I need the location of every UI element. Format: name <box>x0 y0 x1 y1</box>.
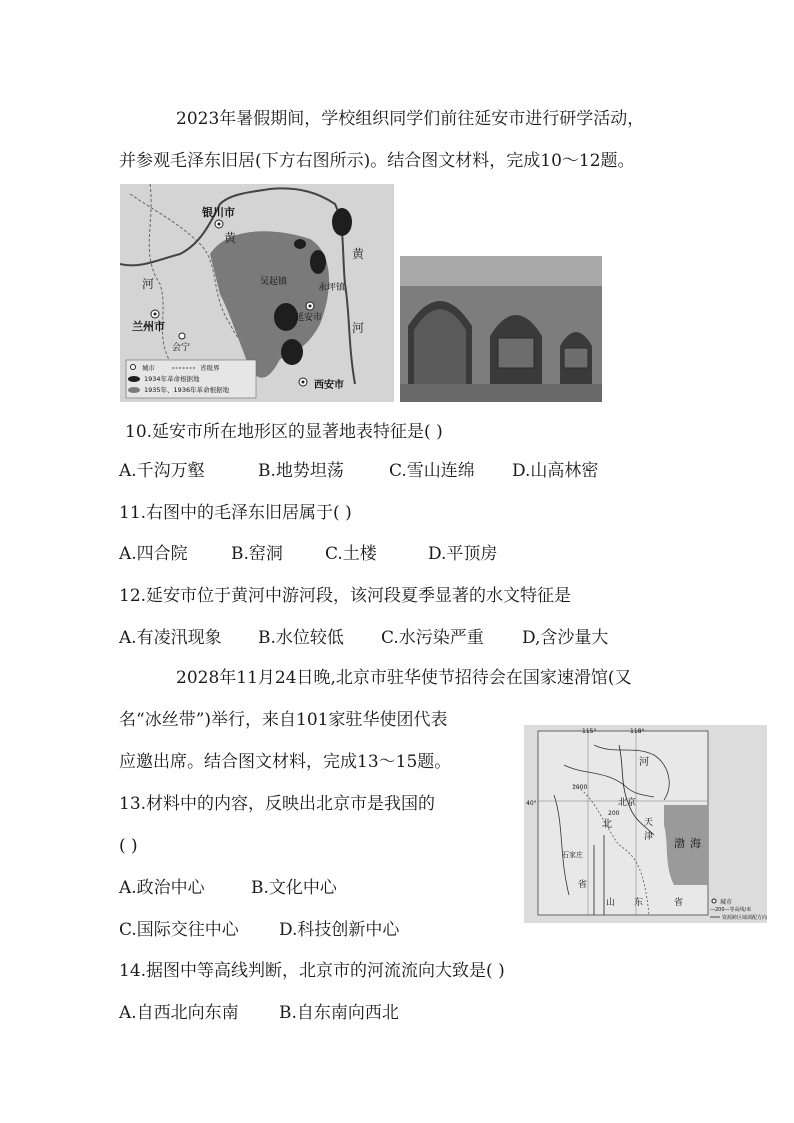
city-huining: 会宁 <box>172 343 191 353</box>
q11-option-d: D.平顶房 <box>428 544 498 564</box>
label-tian: 天 <box>644 818 654 828</box>
legend-1935: 1935年、1936年革命根据地 <box>144 386 230 394</box>
river-char-2: 河 <box>142 277 155 291</box>
label-jin: 津 <box>644 832 654 842</box>
label-bo: 渤 <box>674 837 685 850</box>
q10-option-b: B.地势坦荡 <box>258 461 344 481</box>
q12-option-d: D,含沙量大 <box>522 628 609 648</box>
town-yongping: 永坪镇 <box>318 283 346 293</box>
q13-option-c: C.国际交往中心 <box>119 920 239 940</box>
label-shan: 山 <box>606 898 616 908</box>
river-char-1: 黄 <box>224 231 237 245</box>
q13-option-d: D.科技创新中心 <box>279 920 400 940</box>
q13-option-b: B.文化中心 <box>251 878 337 898</box>
city-lanzhou: 兰州市 <box>132 320 165 333</box>
contour-1000: 1000 <box>572 784 588 791</box>
map2-legend-city: 城市 <box>720 899 733 906</box>
q10-stem: 10.延安市所在地形区的显著地表特征是( ) <box>125 422 443 442</box>
map2-legend-route: 资源跨区域调配方向 <box>722 915 767 921</box>
label-dong: 东 <box>634 898 644 908</box>
q13-stem: 13.材料中的内容，反映出北京市是我国的 <box>119 794 436 814</box>
label-hai: 海 <box>690 837 701 850</box>
label-sheng-shandong: 省 <box>674 898 684 908</box>
q13-option-a: A.政治中心 <box>119 878 205 898</box>
q10-option-c: C.雪山连绵 <box>389 461 475 481</box>
lat-40: 40° <box>526 800 537 807</box>
label-sheng-hebei: 省 <box>578 880 588 890</box>
jingjinji-map <box>524 725 767 923</box>
lon-118: 118° <box>630 728 645 735</box>
q14-option-b: B.自东南向西北 <box>279 1003 399 1023</box>
intro2-line1: 2028年11月24日晚,北京市驻华使节招待会在国家速滑馆(又 <box>176 668 632 688</box>
q14-stem: 14.据图中等高线判断，北京市的河流流向大致是( ) <box>119 961 505 981</box>
lon-115: 115° <box>582 728 597 735</box>
label-beijing: 北京 <box>618 798 637 808</box>
legend-border: 省级界 <box>200 364 220 372</box>
q12-option-a: A.有凌汛现象 <box>119 628 222 648</box>
q11-stem: 11.右图中的毛泽东旧居属于( ) <box>119 503 352 523</box>
legend-1934: 1934年革命根据地 <box>144 375 200 383</box>
label-he: 河 <box>639 757 649 768</box>
q12-option-c: C.水污染严重 <box>381 628 484 648</box>
contour-200: 200 <box>608 810 620 817</box>
map2-legend-contour: —200—等高线/米 <box>710 907 752 913</box>
yanan-revolution-map <box>120 184 394 402</box>
label-shijiazhuang: 石家庄 <box>562 851 583 859</box>
q11-option-b: B.窑洞 <box>231 544 283 564</box>
city-yanan: 延安市 <box>295 313 323 323</box>
q12-option-b: B.水位较低 <box>258 628 344 648</box>
legend-city: 城市 <box>142 364 155 372</box>
q12-stem: 12.延安市位于黄河中游河段，该河段夏季显著的水文特征是 <box>119 586 572 606</box>
intro2-line3: 应邀出席。结合图文材料，完成13～15题。 <box>119 752 452 772</box>
intro2-line2: 名“冰丝带”)举行，来自101家驻华使团代表 <box>119 710 448 730</box>
intro1-line2: 并参观毛泽东旧居(下方右图所示)。结合图文材料，完成10～12题。 <box>119 151 635 171</box>
q14-option-a: A.自西北向东南 <box>119 1003 239 1023</box>
q13-stem-bracket: ( ) <box>119 836 138 856</box>
label-bei: 北 <box>602 819 612 830</box>
cave-dwelling-photo <box>400 256 602 402</box>
river-char-3: 黄 <box>352 247 365 261</box>
q10-option-a: A.千沟万壑 <box>119 461 205 481</box>
intro1-line1: 2023年暑假期间，学校组织同学们前往延安市进行研学活动， <box>176 109 645 129</box>
town-wuqi: 吴起镇 <box>260 277 288 287</box>
river-char-4: 河 <box>352 321 365 335</box>
q11-option-c: C.土楼 <box>325 544 377 564</box>
city-yinchuan: 银川市 <box>202 206 235 219</box>
q11-option-a: A.四合院 <box>119 544 188 564</box>
city-xian: 西安市 <box>314 380 344 391</box>
q10-option-d: D.山高林密 <box>512 461 599 481</box>
